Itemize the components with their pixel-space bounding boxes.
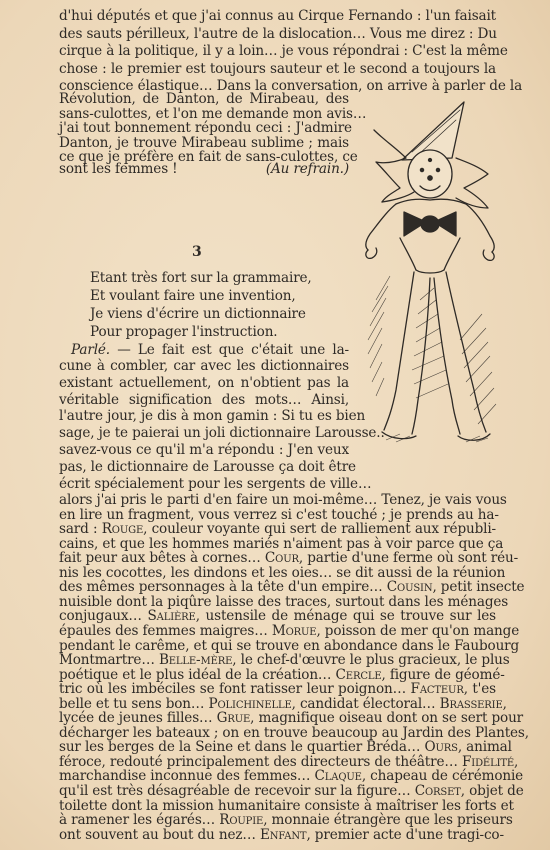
text-segment: conjugaux… [59, 608, 148, 625]
text-segment: épaules des femmes maigres… [59, 622, 272, 639]
text-segment: , couleur voyante qui sert de ralliement aux républi- [143, 521, 496, 538]
verse-line: Je viens d'écrire un dictionnaire [90, 306, 306, 322]
text-segment: , petit insecte [432, 579, 525, 596]
dictionary-term: Cercle [335, 666, 382, 683]
dictionary-term: Cousin [386, 579, 433, 596]
refrain-line-text: sont les femmes ! [59, 161, 178, 177]
dictionary-term: Ours [424, 739, 458, 756]
text-segment: sard : [59, 521, 102, 538]
dictionary-term: Claque [314, 768, 362, 785]
text-segment: nuisible dont la piqûre laisse des traces, surtout dans les ménages [59, 593, 509, 610]
text-segment: , magnifique oiseau dont on se sert pour [250, 710, 524, 727]
dictionary-term: Rouge [101, 521, 144, 538]
text-segment: , ustensile de ménage qui se trouve sur les [195, 608, 497, 625]
text-line: savez-vous ce qu'il m'a répondu : J'en veux [59, 442, 349, 458]
text-segment: pendant le carême, et qui se trouve en abondance dans le Faubourg [59, 637, 520, 654]
text-segment: Montmartre… [59, 652, 159, 669]
text-line: sans-culottes, et l'on me demande mon avis… [59, 105, 367, 122]
text-line: l'autre jour, je dis à mon gamin : Si tu es bien [59, 408, 366, 425]
text-segment: féroce, redouté principalement des directeurs de théâtre… [59, 753, 462, 770]
text-line: j'ai tout bonnement répondu ceci : J'admire [59, 120, 352, 136]
text-line [59, 826, 504, 844]
text-line: Révolution, de Danton, de Mirabeau, des [59, 91, 349, 107]
ruff-collar [374, 130, 406, 202]
verse-line: Etant très fort sur la grammaire, [90, 270, 312, 286]
text-line: conscience élastique… Dans la conversation, on arrive à parler de la [59, 78, 523, 94]
text-segment: , le chef-d'œuvre le plus gracieux, le plus [232, 652, 510, 669]
text-segment: , animal [457, 739, 512, 756]
text-segment: lycée de jeunes filles… [59, 710, 217, 727]
text-line: d'hui députés et que j'ai connus au Cirque Fernando : l'un faisait [59, 8, 496, 24]
text-segment: nis les cocottes, les dindons et les oies… se dit aussi de la réunion [59, 564, 506, 581]
text-line: existant actuellement, on n'obtient pas la [59, 374, 349, 391]
text-segment: qu'il est très désagréable de recevoir sur la figure… [59, 783, 415, 799]
dictionary-term: Brasserie [439, 695, 503, 712]
text-line: chose : le premier est toujours sauteur et le second a toujours la [59, 60, 496, 77]
text-segment: fait peur aux bêtes à cornes… [59, 550, 265, 567]
text-segment: , candidat électoral… [291, 695, 440, 712]
text-line: Danton, je trouve Mirabeau sublime ; mais [59, 134, 349, 151]
text-segment: , figure de géomé- [381, 666, 505, 683]
text-segment: , chapeau de cérémonie [361, 768, 524, 785]
text-line: véritable signification des mots… Ainsi, [59, 391, 349, 408]
dictionary-term: Salière [147, 608, 196, 625]
parle-first-text: — Le fait est que c'était une la- [109, 342, 349, 358]
text-segment: alors j'ai pris le parti d'en faire un moi-même… Tenez, je vais vous [59, 492, 507, 508]
text-line: sage, je te paierai un joli dictionnaire Larousse.. [59, 425, 385, 442]
text-line: écrit spécialement pour les sergents de ville… [59, 475, 372, 492]
parle-first-line [59, 342, 349, 359]
verse-number: 3 [192, 244, 202, 260]
text-segment: sur les berges de la Seine et dans le quartier Bréda… [59, 739, 425, 756]
dictionary-term: Facteur [410, 681, 464, 698]
text-segment: , objet de [460, 783, 524, 799]
text-segment: marchandise inconnue des femmes… [59, 768, 315, 785]
text-segment: , poisson de mer qu'on mange [316, 622, 520, 639]
text-segment: , t'es [463, 681, 496, 698]
dictionary-term: Grue [216, 710, 251, 727]
dictionary-term: Corset [414, 783, 461, 799]
parle-label: Parlé. [71, 342, 110, 358]
dictionary-term: Roupie [219, 812, 264, 829]
text-segment: , [514, 753, 519, 770]
text-segment: toilette dont la mission humanitaire consiste à maîtriser les forts et [59, 797, 514, 814]
text-line: ce que je préfère en fait de sans-culottes, ce [59, 149, 358, 165]
verse-line: Et voulant faire une invention, [90, 288, 296, 304]
dictionary-term: Enfant [259, 826, 307, 843]
text-segment: , partie d'une ferme où sont réu- [298, 550, 519, 567]
text-segment: poétique et le plus idéal de la création… [59, 666, 336, 683]
refrain-line [59, 161, 349, 178]
text-segment: , premier acte d'une tragi-co- [306, 826, 504, 843]
clown-illustration [356, 100, 501, 470]
text-segment: cains, et que les hommes mariés n'aiment pas à voir parce que ça [59, 535, 504, 552]
dictionary-term: Morue [271, 622, 317, 639]
text-line: pas, le dictionnaire de Larousse ça doit être [59, 458, 356, 475]
dictionary-term: Belle-mère [158, 652, 233, 669]
text-segment: en lire un fragment, vous verrez si c'est touché ; je prends au ha- [59, 506, 499, 523]
text-segment: , monnaie étrangère que les priseurs [263, 812, 513, 829]
dictionary-term: Fidélité [461, 753, 515, 770]
text-line: des sauts périlleux, l'autre de la dislocation… Vous me direz : Du [59, 25, 497, 42]
text-segment: ont souvent au bout du nez… [59, 826, 260, 843]
verse-line: Pour propager l'instruction. [90, 324, 278, 340]
text-line: cirque à la politique, il y a loin… je vous répondrai : C'est la même [59, 43, 508, 59]
dictionary-term: Polichinelle [208, 695, 292, 712]
text-segment: belle et tu sens bon… [59, 695, 209, 712]
text-segment: , [502, 695, 507, 712]
dictionary-term: Cour [264, 550, 299, 567]
text-segment: décharger les bateaux ; on en trouve beaucoup au Jardin des Plantes, [59, 724, 529, 741]
text-segment: à ramener les égarés… [59, 812, 220, 829]
text-segment: tric où les imbéciles se font ratisser leur poignon… [59, 681, 411, 698]
refrain-cue: (Au refrain.) [265, 161, 349, 177]
text-line: cune à combler, car avec les dictionnaires [59, 358, 349, 374]
text-segment: des mêmes personnages à la tête d'un empire… [59, 579, 387, 596]
